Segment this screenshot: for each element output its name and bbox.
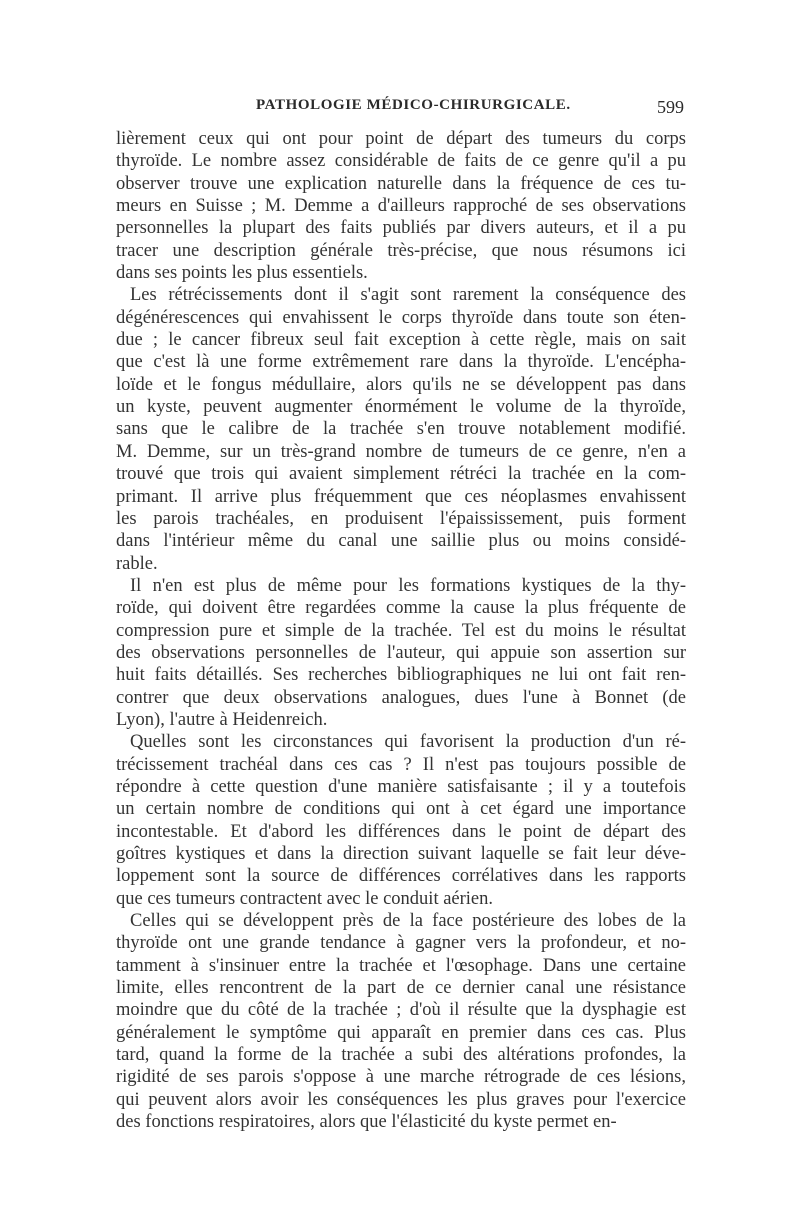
text-line: dans ses points les plus essentiels.	[116, 263, 368, 284]
paragraph	[116, 128, 686, 284]
text-line: thyroïde. Le nombre assez considérable de faits de ce genre qu'il a pu	[116, 151, 686, 172]
text-line: tracer une description générale très-précise, que nous résumons ici	[116, 240, 686, 261]
text-line: observer trouve une explication naturelle dans la fréquence de ces tu-	[116, 173, 686, 194]
text-line: qui peuvent alors avoir les conséquences les plus graves pour l'exercice	[116, 1089, 686, 1110]
text-line: sans que le calibre de la trachée s'en trouve notablement modifié.	[116, 419, 686, 440]
text-line: meurs en Suisse ; M. Demme a d'ailleurs rapproché de ses observations	[116, 196, 686, 217]
text-line: trouvé que trois qui avaient simplement rétréci la trachée en la com-	[116, 464, 686, 485]
text-line: limite, elles rencontrent de la part de ce dernier canal une résistance	[116, 978, 686, 999]
paragraph	[116, 284, 686, 574]
text-line: tard, quand la forme de la trachée a subi des altérations profondes, la	[116, 1045, 686, 1066]
text-line: incontestable. Et d'abord les différences dans le point de départ des	[116, 821, 686, 842]
text-line: lièrement ceux qui ont pour point de départ des tumeurs du corps	[116, 129, 686, 149]
text-line: tamment à s'insinuer entre la trachée et l'œsophage. Dans une certaine	[116, 955, 686, 976]
text-line: Celles qui se développent près de la face postérieure des lobes de la	[130, 911, 686, 932]
text-line: Quelles sont les circonstances qui favorisent la production d'un ré-	[130, 732, 686, 753]
text-line: un kyste, peuvent augmenter énormément le volume de la thyroïde,	[116, 397, 686, 418]
text-line: compression pure et simple de la trachée. Tel est du moins le résultat	[116, 620, 686, 641]
text-line: M. Demme, sur un très-grand nombre de tumeurs de ce genre, n'en a	[116, 441, 686, 462]
text-line: personnelles la plupart des faits publiés par divers auteurs, et il a pu	[116, 218, 686, 239]
body-text	[116, 128, 686, 1133]
text-line: dégénérescences qui envahissent le corps thyroïde dans toute son éten-	[116, 307, 686, 328]
text-line: thyroïde ont une grande tendance à gagner vers la profondeur, et no-	[116, 933, 686, 954]
text-line: contrer que deux observations analogues, dues l'une à Bonnet (de	[116, 687, 686, 708]
page-number: 599	[657, 97, 684, 117]
text-line: primant. Il arrive plus fréquemment que ces néoplasmes envahissent	[116, 486, 686, 507]
text-line: un certain nombre de conditions qui ont à cet égard une importance	[116, 799, 686, 820]
text-line: des observations personnelles de l'auteur, qui appuie son assertion sur	[116, 642, 686, 663]
text-line: généralement le symptôme qui apparaît en premier dans ces cas. Plus	[116, 1022, 686, 1043]
paragraph	[116, 575, 686, 731]
paragraph	[116, 910, 686, 1133]
text-line: dans l'intérieur même du canal une saillie plus ou moins considé-	[116, 531, 686, 552]
text-line: loïde et le fongus médullaire, alors qu'ils ne se développent pas dans	[116, 374, 686, 395]
text-line: due ; le cancer fibreux seul fait exception à cette règle, mais on sait	[116, 330, 686, 351]
text-line: rable.	[116, 553, 158, 574]
text-line: les parois trachéales, en produisent l'épaississement, puis forment	[116, 508, 686, 529]
text-line: goîtres kystiques et dans la direction suivant laquelle se fait leur déve-	[116, 844, 686, 864]
text-line: répondre à cette question d'une manière satisfaisante ; il y a toutefois	[116, 776, 686, 797]
paragraph	[116, 731, 686, 910]
text-line: rigidité de ses parois s'oppose à une marche rétrograde de ces lésions,	[116, 1067, 686, 1088]
text-line: loppement sont la source de différences corrélatives dans les rapports	[116, 866, 686, 887]
text-line: Il n'en est plus de même pour les formations kystiques de la thy-	[130, 575, 686, 596]
text-line: Les rétrécissements dont il s'agit sont rarement la conséquence des	[130, 285, 686, 306]
text-line: trécissement trachéal dans ces cas ? Il n'est pas toujours possible de	[116, 754, 686, 775]
text-line: huit faits détaillés. Ses recherches bibliographiques ne lui ont fait ren-	[116, 665, 686, 686]
text-line: que ces tumeurs contractent avec le conduit aérien.	[116, 888, 494, 909]
text-line: des fonctions respiratoires, alors que l'élasticité du kyste permet en-	[116, 1112, 617, 1133]
text-line: moindre que du côté de la trachée ; d'où il résulte que la dysphagie est	[116, 1000, 686, 1021]
running-header	[118, 97, 684, 121]
text-line: Lyon), l'autre à Heidenreich.	[116, 709, 328, 730]
running-title: PATHOLOGIE MÉDICO-CHIRURGICALE.	[256, 97, 571, 113]
text-line: roïde, qui doivent être regardées comme la cause la plus fréquente de	[116, 598, 686, 619]
text-line: que c'est là une forme extrêmement rare dans la thyroïde. L'encépha-	[116, 352, 686, 373]
